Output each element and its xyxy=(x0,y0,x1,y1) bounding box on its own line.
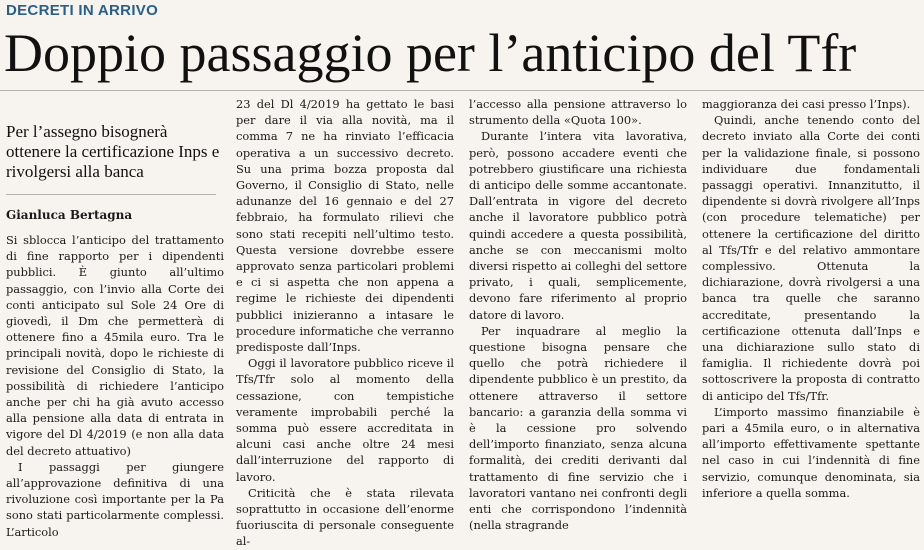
paragraph: Criticità che è stata rilevata soprattutto in occasione dell’enorme fuoriuscita di personale conseguente al- xyxy=(236,485,454,549)
paragraph: I passaggi per giungere all’approvazione definitiva di una rivoluzione così importante per la Pa sono stati particolarmente complessi. L’articolo xyxy=(6,459,224,539)
paragraph: l’accesso alla pensione attraverso lo strumento della «Quota 100». xyxy=(469,97,687,128)
article-headline: Doppio passaggio per l’anticipo del Tfr xyxy=(4,23,857,83)
paragraph: Per inquadrare al meglio la questione bisogna pensare che quello che potrà richiedere il dipendente pubblico è un prestito, da ottenere attraverso il settore bancario: a garanzia della somma vi è la cessione pro solvendo dell’importo finanziato, senza alcuna formalità, dei crediti derivanti dal trattamento di fine servizio che i lavoratori vantano nei confronti degli enti che corrispondono l’indennità (nella stragrande xyxy=(469,323,687,533)
paragraph: maggioranza dei casi presso l’Inps). xyxy=(702,97,911,111)
article-summary: Per l’assegno bisognerà ottenere la certificazione Inps e rivolgersi alla banca xyxy=(6,122,220,181)
paragraph: Si sblocca l’anticipo del trattamento di fine rapporto per i dipendenti pubblici. È giunto all’ultimo passaggio, con l’invio alla Corte dei conti anticipato sul Sole 24 Ore di giovedì, il Dm che permetterà di ottenere fino a 45mila euro. Tra le principali novità, dopo le richieste di revisione del Consiglio di Stato, la possibilità di richiedere l’anticipo anche per chi ha già avuto accesso alla pensione alla data di entrata in vigore del Dl 4/2019 (e non alla data del decreto attuativo) xyxy=(6,233,224,458)
paragraph: Quindi, anche tenendo conto del decreto inviato alla Corte dei conti per la validazione finale, si possono individuare due fondamentali passaggi operativi. Innanzitutto, il dipendente si dovrà rivolgere all’Inps (con procedure telematiche) per ottenere la certificazione del diritto al Tfs/Tfr e del relativo ammontare complessivo. Ottenuta la dichiarazione, dovrà rivolgersi a una banca tra quelle che saranno accreditate, presentando la certificazione ottenuta dall’Inps e una dichiarazione sullo stato di famiglia. Il richiedente dovrà poi sottoscrivere la proposta di contratto di anticipo del Tfs/Tfr. xyxy=(702,113,920,403)
article-column-4 xyxy=(702,96,920,535)
author-byline: Gianluca Bertagna xyxy=(6,208,133,222)
paragraph: Oggi il lavoratore pubblico riceve il Tfs/Tfr solo al momento della cessazione, con tempistiche veramente improbabili perché la somma può essere accreditata in alcuni casi anche oltre 24 mesi dall’interruzione del rapporto di lavoro. xyxy=(236,356,454,484)
paragraph: Durante l’intera vita lavorativa, però, possono accadere eventi che potrebbero giustificare una richiesta di anticipo delle somme accantonate. Dall’entrata in vigore del decreto anche il lavoratore pubblico potrà quindi accedere a questa possibilità, anche se con meccanismi molto diversi rispetto ai colleghi del settore privato, i quali, semplicemente, devono fare riferimento al proprio datore di lavoro. xyxy=(469,129,687,322)
article-column-1 xyxy=(6,232,224,539)
paragraph: 23 del Dl 4/2019 ha gettato le basi per dare il via alla novità, ma il comma 7 ne ha rinviato l’efficacia operativa a un successivo decreto. Su una prima bozza proposta dal Governo, il Consiglio di Stato, nelle adunanze del 16 gennaio e del 27 febbraio, ha formulato rilievi che sono stati recepiti nell’ultimo testo. Questa versione dovrebbe essere approvato senza particolari problemi e ci si aspetta che non appena a regime le richieste dei dipendenti pubblici inizieranno a intasare le procedure informatiche che verranno predisposte dall’Inps. xyxy=(236,97,454,355)
article-column-3 xyxy=(469,96,687,535)
headline-divider xyxy=(0,90,924,91)
summary-divider xyxy=(6,194,216,195)
article-column-2 xyxy=(236,96,454,549)
section-kicker: DECRETI IN ARRIVO xyxy=(6,2,159,19)
paragraph: L’importo massimo finanziabile è pari a 45mila euro, o in alternativa all’importo effettivamente spettante nel caso in cui l’indennità di fine servizio, comunque denominata, sia inferiore a quella somma. xyxy=(702,404,920,500)
